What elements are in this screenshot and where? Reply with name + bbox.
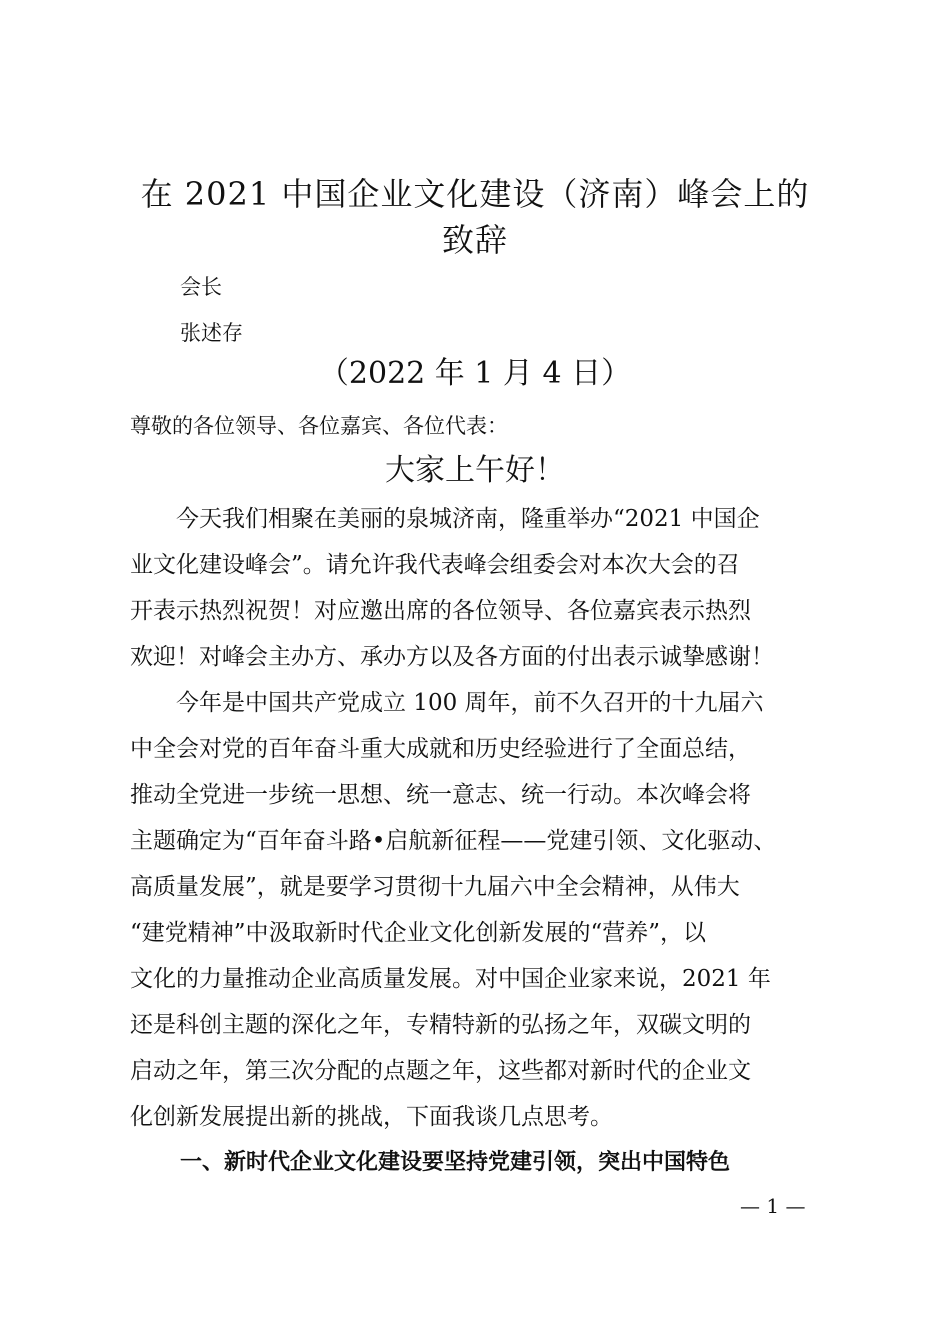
document-title-line-2: 致辞	[441, 221, 508, 259]
paragraph-2-line-4: 主题确定为“百年奋斗路•启航新征程——党建引领、文化驱动、	[130, 828, 777, 854]
author-position: 会长	[180, 275, 222, 299]
paragraph-2-line-5: 高质量发展”，就是要学习贯彻十九届六中全会精神，从伟大	[130, 874, 740, 900]
document-title-line-1: 在 2021 中国企业文化建设（济南）峰会上的	[140, 175, 810, 213]
speech-date: （2022 年 1 月 4 日）	[318, 356, 632, 391]
paragraph-1-line-4: 欢迎！对峰会主办方、承办方以及各方面的付出表示诚挚感谢！	[130, 644, 774, 670]
paragraph-2-line-3: 推动全党进一步统一思想、统一意志、统一行动。本次峰会将	[130, 782, 751, 808]
author-name: 张述存	[180, 321, 243, 345]
paragraph-2-line-2: 中全会对党的百年奋斗重大成就和历史经验进行了全面总结，	[130, 736, 751, 762]
paragraph-2-line-8: 还是科创主题的深化之年，专精特新的弘扬之年，双碳文明的	[130, 1012, 751, 1038]
greeting: 大家上午好！	[385, 453, 565, 488]
salutation: 尊敬的各位领导、各位嘉宾、各位代表：	[130, 414, 508, 438]
paragraph-1-line-1: 今天我们相聚在美丽的泉城济南，隆重举办“2021 中国企	[130, 506, 760, 532]
section-heading-1: 一、新时代企业文化建设要坚持党建引领，突出中国特色	[180, 1150, 731, 1175]
paragraph-2-line-9: 启动之年，第三次分配的点题之年，这些都对新时代的企业文	[130, 1058, 751, 1084]
paragraph-2-line-1: 今年是中国共产党成立 100 周年，前不久召开的十九届六	[130, 690, 764, 716]
page-number: — 1 —	[740, 1194, 806, 1218]
paragraph-2-line-7: 文化的力量推动企业高质量发展。对中国企业家来说，2021 年	[130, 966, 771, 992]
paragraph-1-line-3: 开表示热烈祝贺！对应邀出席的各位领导、各位嘉宾表示热烈	[130, 598, 751, 624]
paragraph-2-line-6: “建党精神”中汲取新时代企业文化创新发展的“营养”，以	[130, 920, 707, 946]
paragraph-2-line-10: 化创新发展提出新的挑战，下面我谈几点思考。	[130, 1104, 613, 1130]
paragraph-1-line-2: 业文化建设峰会”。请允许我代表峰会组委会对本次大会的召	[130, 552, 740, 578]
